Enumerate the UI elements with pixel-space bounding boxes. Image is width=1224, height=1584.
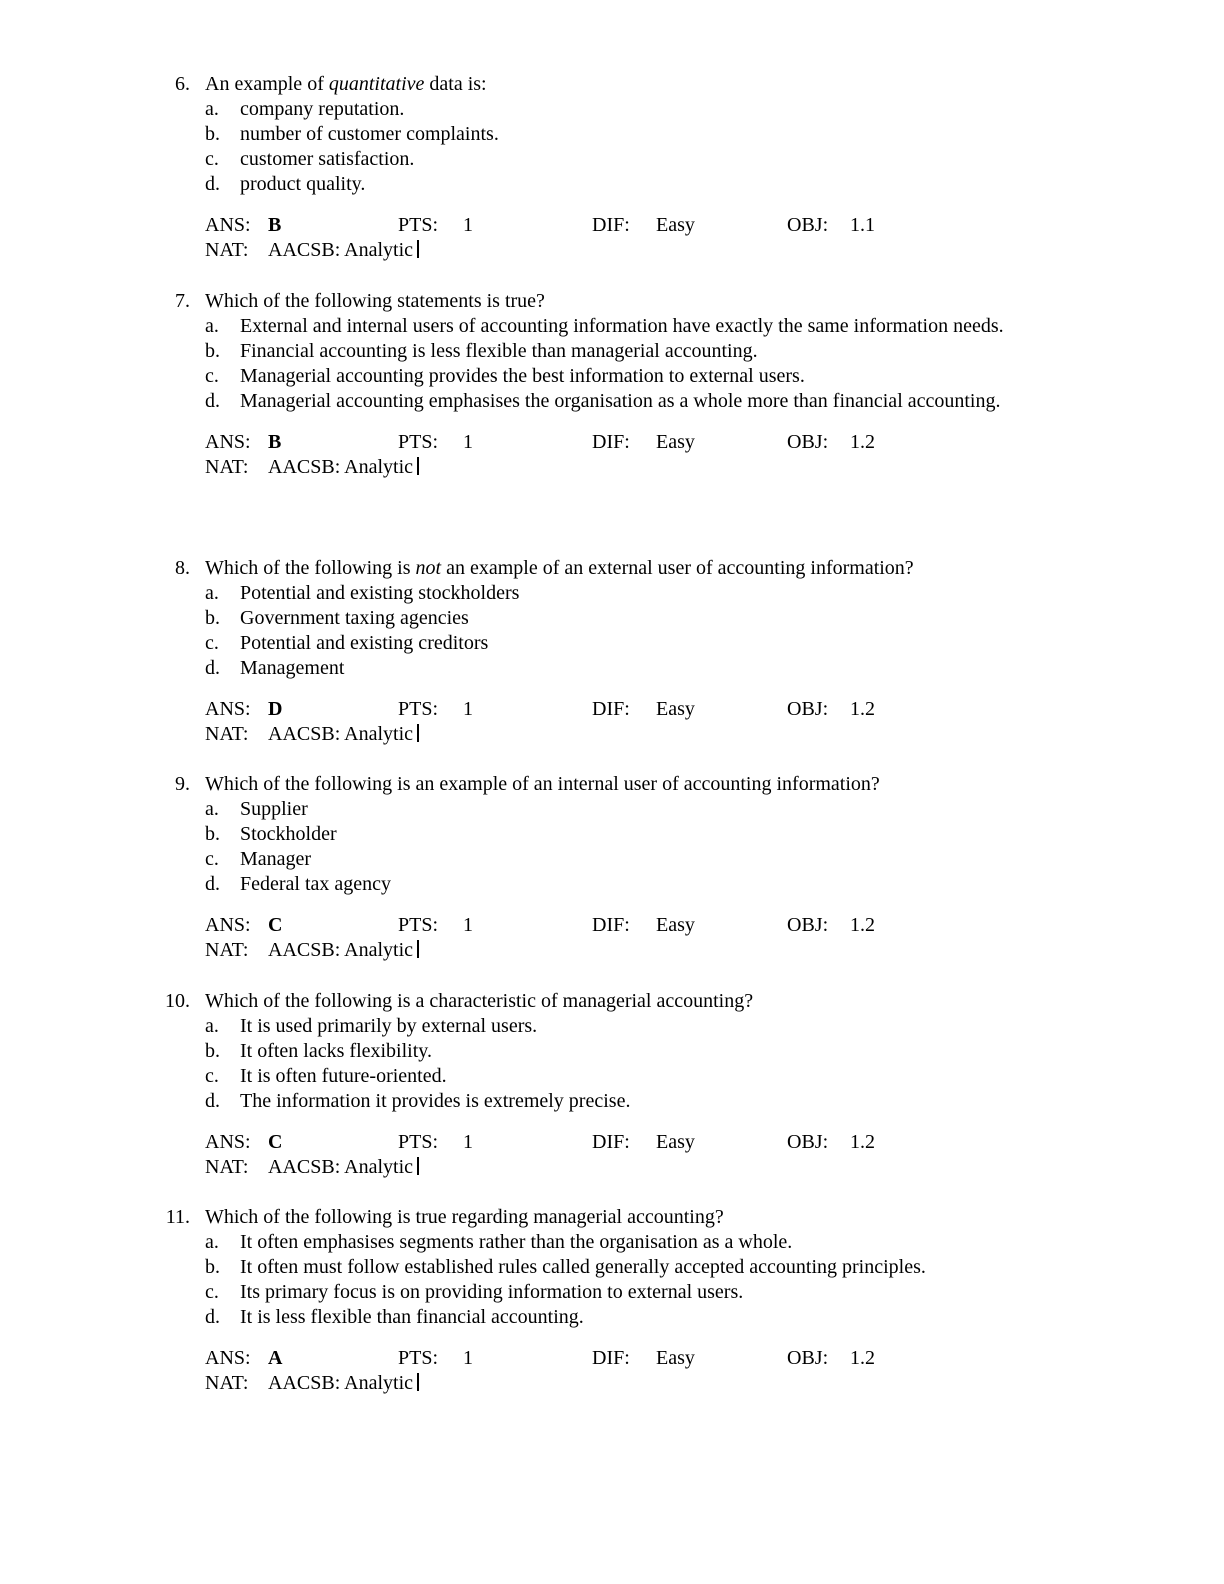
- ans-label: ANS:: [205, 431, 251, 453]
- obj-label: OBJ:: [787, 214, 829, 236]
- option-letter: d.: [205, 390, 220, 412]
- option-text: Manager: [240, 848, 312, 870]
- dif-label: DIF:: [592, 431, 630, 453]
- option-text: It often lacks flexibility.: [240, 1040, 432, 1062]
- question-text-part: Which of the following is true regarding managerial accounting?: [205, 1206, 724, 1228]
- dif-value: Easy: [656, 431, 695, 453]
- question-block: [0, 556, 1224, 747]
- pts-value: 1: [463, 214, 473, 236]
- ans-value: B: [268, 214, 282, 236]
- ans-value: A: [268, 1347, 283, 1369]
- question-text: [205, 556, 914, 581]
- option-letter: d.: [205, 173, 220, 195]
- option-letter: c.: [205, 848, 219, 870]
- option-text: Managerial accounting emphasises the organisation as a whole more than financial accounting.: [240, 390, 1001, 412]
- option-text: product quality.: [240, 173, 366, 195]
- nat-value-wrap: [268, 238, 419, 263]
- nat-label: NAT:: [205, 1156, 249, 1178]
- dif-value: Easy: [656, 1131, 695, 1153]
- obj-label: OBJ:: [787, 698, 829, 720]
- question-block: [0, 989, 1224, 1180]
- pts-value: 1: [463, 1347, 473, 1369]
- question-stem: [0, 556, 1224, 581]
- pts-label: PTS:: [398, 914, 439, 936]
- question-text: [205, 72, 487, 97]
- ans-label: ANS:: [205, 1131, 251, 1153]
- question-text-part: Which of the following statements is true?: [205, 290, 545, 312]
- answer-option: [0, 656, 1224, 681]
- answer-option: [0, 1089, 1224, 1114]
- text-cursor-bar: [417, 940, 419, 958]
- nat-value-wrap: [268, 722, 419, 747]
- option-text: Management: [240, 657, 345, 679]
- answer-option: [0, 1280, 1224, 1305]
- question-block: [0, 772, 1224, 963]
- question-stem: [0, 989, 1224, 1014]
- answer-option: [0, 1230, 1224, 1255]
- option-text: Its primary focus is on providing information to external users.: [240, 1281, 744, 1303]
- option-letter: a.: [205, 798, 219, 820]
- option-text: It is used primarily by external users.: [240, 1015, 538, 1037]
- answer-option: [0, 797, 1224, 822]
- option-text: Financial accounting is less flexible than managerial accounting.: [240, 340, 758, 362]
- nat-label: NAT:: [205, 939, 249, 961]
- answer-option: [0, 847, 1224, 872]
- nat-value-wrap: [268, 455, 419, 480]
- text-cursor-bar: [417, 457, 419, 475]
- option-letter: c.: [205, 148, 219, 170]
- nat-label: NAT:: [205, 723, 249, 745]
- answer-option: [0, 581, 1224, 606]
- question-text: [205, 289, 545, 314]
- question-number: 7.: [175, 290, 190, 312]
- answer-metadata-row: [0, 1346, 1224, 1371]
- answer-option: [0, 389, 1224, 414]
- question-text: [205, 772, 880, 797]
- question-block: [0, 289, 1224, 480]
- question-text-part: Which of the following is a characteristic of managerial accounting?: [205, 990, 754, 1012]
- option-text: Managerial accounting provides the best information to external users.: [240, 365, 805, 387]
- pts-value: 1: [463, 698, 473, 720]
- ans-label: ANS:: [205, 214, 251, 236]
- option-letter: a.: [205, 98, 219, 120]
- obj-value: 1.2: [850, 1347, 875, 1369]
- obj-label: OBJ:: [787, 1131, 829, 1153]
- answer-option: [0, 339, 1224, 364]
- answer-option: [0, 822, 1224, 847]
- option-text: Stockholder: [240, 823, 337, 845]
- question-text: [205, 989, 753, 1014]
- answer-option: [0, 1305, 1224, 1330]
- option-text: company reputation.: [240, 98, 405, 120]
- option-letter: a.: [205, 1231, 219, 1253]
- pts-label: PTS:: [398, 1131, 439, 1153]
- option-text: It often emphasises segments rather than the organisation as a whole.: [240, 1231, 793, 1253]
- nat-row: [0, 938, 1224, 963]
- option-text: customer satisfaction.: [240, 148, 415, 170]
- nat-value-wrap: [268, 938, 419, 963]
- obj-label: OBJ:: [787, 914, 829, 936]
- answer-metadata-row: [0, 697, 1224, 722]
- question-text-part: data is:: [424, 73, 487, 95]
- obj-label: OBJ:: [787, 431, 829, 453]
- text-cursor-bar: [417, 240, 419, 258]
- text-cursor-bar: [417, 1157, 419, 1175]
- option-text: The information it provides is extremely precise.: [240, 1090, 631, 1112]
- nat-label: NAT:: [205, 1372, 249, 1394]
- option-letter: d.: [205, 1090, 220, 1112]
- answer-option: [0, 122, 1224, 147]
- answer-option: [0, 872, 1224, 897]
- option-text: Supplier: [240, 798, 308, 820]
- question-text-part: Which of the following is an example of an internal user of accounting information?: [205, 773, 880, 795]
- pts-value: 1: [463, 914, 473, 936]
- question-block: [0, 72, 1224, 263]
- option-letter: d.: [205, 1306, 220, 1328]
- nat-value: AACSB: Analytic: [268, 723, 414, 745]
- option-text: It is less flexible than financial accounting.: [240, 1306, 584, 1328]
- option-letter: b.: [205, 1040, 220, 1062]
- option-letter: c.: [205, 632, 219, 654]
- ans-value: C: [268, 1131, 283, 1153]
- pts-label: PTS:: [398, 431, 439, 453]
- answer-option: [0, 172, 1224, 197]
- dif-value: Easy: [656, 1347, 695, 1369]
- nat-value: AACSB: Analytic: [268, 939, 414, 961]
- pts-label: PTS:: [398, 698, 439, 720]
- obj-value: 1.2: [850, 1131, 875, 1153]
- answer-option: [0, 314, 1224, 339]
- nat-row: [0, 238, 1224, 263]
- obj-label: OBJ:: [787, 1347, 829, 1369]
- option-text: Government taxing agencies: [240, 607, 469, 629]
- ans-value: C: [268, 914, 283, 936]
- answer-metadata-row: [0, 430, 1224, 455]
- answer-metadata-row: [0, 1130, 1224, 1155]
- question-number: 8.: [175, 557, 190, 579]
- option-text: External and internal users of accounting information have exactly the same information needs.: [240, 315, 1004, 337]
- option-letter: b.: [205, 340, 220, 362]
- pts-value: 1: [463, 1131, 473, 1153]
- pts-label: PTS:: [398, 1347, 439, 1369]
- nat-row: [0, 1155, 1224, 1180]
- nat-label: NAT:: [205, 239, 249, 261]
- question-stem: [0, 1205, 1224, 1230]
- answer-option: [0, 364, 1224, 389]
- nat-row: [0, 1371, 1224, 1396]
- answer-option: [0, 147, 1224, 172]
- dif-label: DIF:: [592, 214, 630, 236]
- question-block: [0, 1205, 1224, 1396]
- option-text: It often must follow established rules called generally accepted accounting principles.: [240, 1256, 926, 1278]
- nat-value-wrap: [268, 1155, 419, 1180]
- option-letter: b.: [205, 1256, 220, 1278]
- question-stem: [0, 772, 1224, 797]
- answer-option: [0, 1064, 1224, 1089]
- question-text-part: an example of an external user of accounting information?: [441, 557, 914, 579]
- question-number: 10.: [165, 990, 190, 1012]
- answer-option: [0, 631, 1224, 656]
- nat-value: AACSB: Analytic: [268, 456, 414, 478]
- option-text: Potential and existing creditors: [240, 632, 489, 654]
- question-text: [205, 1205, 724, 1230]
- ans-label: ANS:: [205, 914, 251, 936]
- option-letter: a.: [205, 315, 219, 337]
- dif-label: DIF:: [592, 914, 630, 936]
- pts-label: PTS:: [398, 214, 439, 236]
- ans-label: ANS:: [205, 1347, 251, 1369]
- answer-option: [0, 606, 1224, 631]
- option-letter: c.: [205, 1281, 219, 1303]
- obj-value: 1.2: [850, 431, 875, 453]
- option-text: number of customer complaints.: [240, 123, 499, 145]
- option-text: Potential and existing stockholders: [240, 582, 520, 604]
- question-text-part: An example of: [205, 73, 329, 95]
- nat-row: [0, 722, 1224, 747]
- option-text: It is often future-oriented.: [240, 1065, 447, 1087]
- answer-option: [0, 1014, 1224, 1039]
- option-letter: a.: [205, 1015, 219, 1037]
- nat-value: AACSB: Analytic: [268, 1372, 414, 1394]
- obj-value: 1.2: [850, 698, 875, 720]
- dif-value: Easy: [656, 214, 695, 236]
- option-letter: b.: [205, 123, 220, 145]
- option-letter: d.: [205, 873, 220, 895]
- question-number: 6.: [175, 73, 190, 95]
- answer-option: [0, 97, 1224, 122]
- answer-metadata-row: [0, 213, 1224, 238]
- text-cursor-bar: [417, 1373, 419, 1391]
- pts-value: 1: [463, 431, 473, 453]
- answer-option: [0, 1255, 1224, 1280]
- nat-row: [0, 455, 1224, 480]
- question-text-part: Which of the following is: [205, 557, 416, 579]
- option-letter: b.: [205, 823, 220, 845]
- option-letter: c.: [205, 365, 219, 387]
- obj-value: 1.1: [850, 214, 875, 236]
- question-stem: [0, 72, 1224, 97]
- option-text: Federal tax agency: [240, 873, 392, 895]
- text-cursor-bar: [417, 724, 419, 742]
- dif-label: DIF:: [592, 698, 630, 720]
- ans-label: ANS:: [205, 698, 251, 720]
- question-stem: [0, 289, 1224, 314]
- dif-value: Easy: [656, 698, 695, 720]
- option-letter: a.: [205, 582, 219, 604]
- option-letter: d.: [205, 657, 220, 679]
- answer-metadata-row: [0, 913, 1224, 938]
- question-text-emphasis: not: [415, 557, 442, 579]
- obj-value: 1.2: [850, 914, 875, 936]
- question-number: 11.: [165, 1206, 190, 1228]
- nat-value-wrap: [268, 1371, 419, 1396]
- option-letter: c.: [205, 1065, 219, 1087]
- question-number: 9.: [175, 773, 190, 795]
- ans-value: D: [268, 698, 283, 720]
- nat-value: AACSB: Analytic: [268, 1156, 414, 1178]
- question-text-emphasis: quantitative: [328, 73, 425, 95]
- dif-value: Easy: [656, 914, 695, 936]
- nat-value: AACSB: Analytic: [268, 239, 414, 261]
- ans-value: B: [268, 431, 282, 453]
- dif-label: DIF:: [592, 1347, 630, 1369]
- nat-label: NAT:: [205, 456, 249, 478]
- dif-label: DIF:: [592, 1131, 630, 1153]
- answer-option: [0, 1039, 1224, 1064]
- option-letter: b.: [205, 607, 220, 629]
